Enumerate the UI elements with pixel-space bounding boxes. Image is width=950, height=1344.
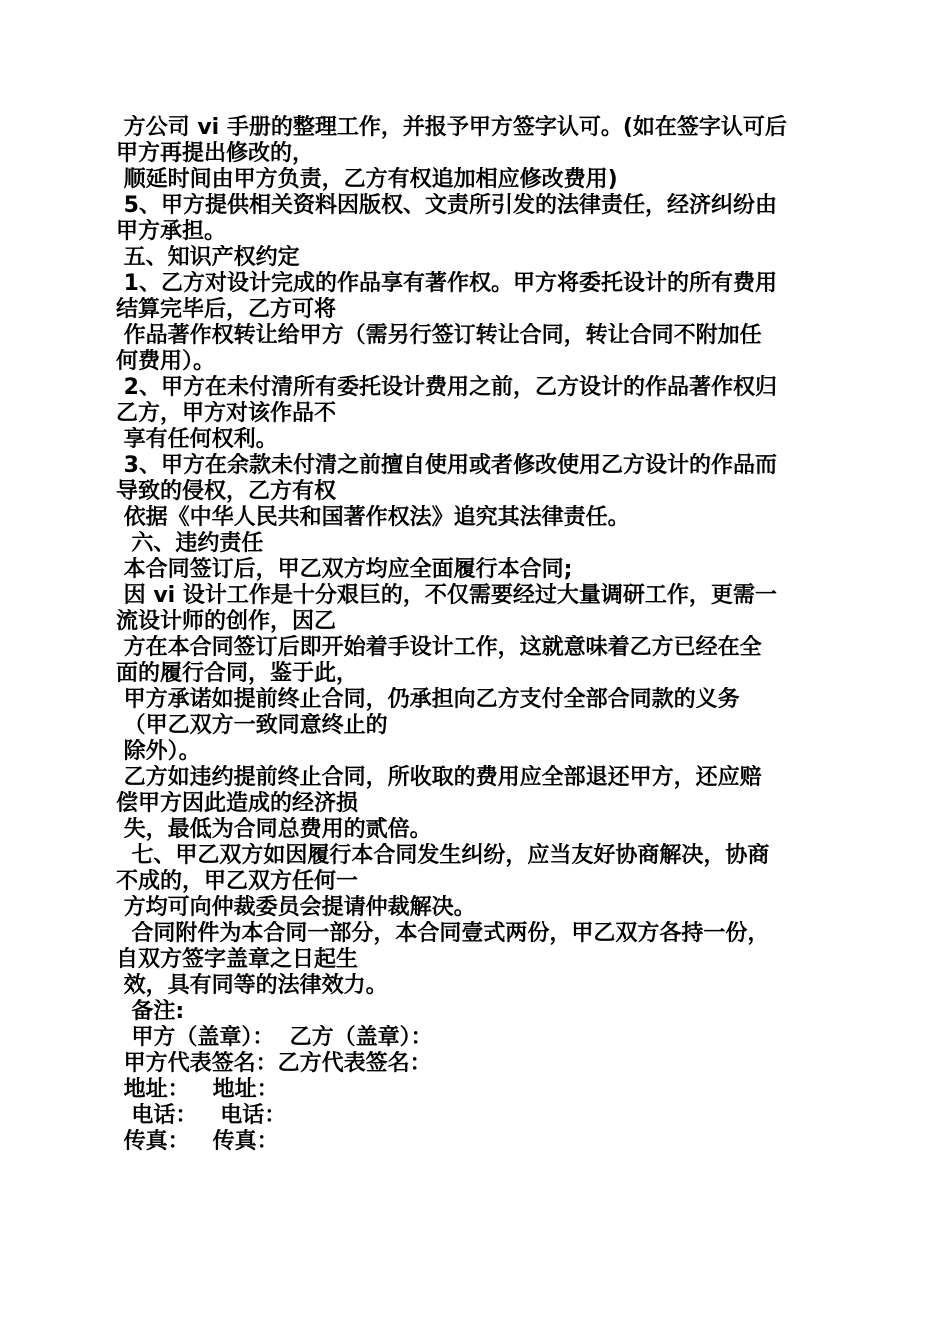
- text-line: 自双方签字盖章之日起生: [116, 947, 359, 972]
- text-line: 5、甲方提供相关资料因版权、文责所引发的法律责任，经济纠纷由: [116, 193, 777, 218]
- text-line: 方在本合同签订后即开始着手设计工作，这就意味着乙方已经在全: [116, 635, 762, 660]
- signature-seal-line: 甲方（盖章）： 乙方（盖章）：: [116, 1025, 433, 1050]
- document-body: [116, 115, 836, 1155]
- text-line: 因 vi 设计工作是十分艰巨的，不仅需要经过大量调研工作，更需一: [116, 583, 777, 608]
- text-line: 合同附件为本合同一部分，本合同壹式两份，甲乙双方各持一份，: [116, 921, 770, 946]
- text-line: 面的履行合同，鉴于此，: [116, 661, 359, 686]
- text-line: 2、甲方在未付清所有委托设计费用之前，乙方设计的作品著作权归: [116, 375, 777, 400]
- section-heading: 七、甲乙双方如因履行本合同发生纠纷，应当友好协商解决，协商: [116, 843, 770, 868]
- text-line: 甲方承担。: [116, 219, 227, 244]
- text-line: 导致的侵权，乙方有权: [116, 479, 337, 504]
- text-line: 甲方再提出修改的，: [116, 141, 315, 166]
- fax-line: 传真： 传真：: [116, 1129, 279, 1154]
- text-line: 本合同签订后，甲乙双方均应全面履行本合同;: [116, 557, 573, 582]
- text-line: 乙方如违约提前终止合同，所收取的费用应全部退还甲方，还应赔: [116, 765, 762, 790]
- text-line: 顺延时间由甲方负责，乙方有权追加相应修改费用): [116, 167, 618, 192]
- text-line: （甲乙双方一致同意终止的: [116, 713, 388, 738]
- text-line: 1、乙方对设计完成的作品享有著作权。甲方将委托设计的所有费用: [116, 271, 777, 296]
- text-line: 除外）。: [116, 739, 201, 764]
- text-line: 偿甲方因此造成的经济损: [116, 791, 359, 816]
- address-line: 地址： 地址：: [116, 1077, 279, 1102]
- text-line: 享有任何权利。: [116, 427, 278, 452]
- section-heading: 五、知识产权约定: [116, 245, 300, 270]
- text-line: 何费用）。: [116, 349, 216, 374]
- text-line: 流设计师的创作，因乙: [116, 609, 337, 634]
- phone-line: 电话： 电话：: [116, 1103, 287, 1128]
- text-line: 失，最低为合同总费用的贰倍。: [116, 817, 432, 842]
- signature-representative-line: 甲方代表签名：乙方代表签名：: [116, 1051, 432, 1076]
- section-heading: 六、违约责任: [116, 531, 264, 556]
- text-line: 依据《中华人民共和国著作权法》追究其法律责任。: [116, 505, 630, 530]
- text-line: 3、甲方在余款未付清之前擅自使用或者修改使用乙方设计的作品而: [116, 453, 777, 478]
- text-line: 结算完毕后，乙方可将: [116, 297, 337, 322]
- text-line: 方公司 vi 手册的整理工作，并报予甲方签字认可。(如在签字认可后: [116, 115, 787, 140]
- remarks-label: 备注:: [116, 999, 185, 1024]
- text-line: 不成的，甲乙双方任何一: [116, 869, 359, 894]
- text-line: 乙方，甲方对该作品不: [116, 401, 337, 426]
- text-line: 作品著作权转让给甲方（需另行签订转让合同，转让合同不附加任: [116, 323, 762, 348]
- text-line: 甲方承诺如提前终止合同，仍承担向乙方支付全部合同款的义务: [116, 687, 740, 712]
- text-line: 方均可向仲裁委员会提请仲裁解决。: [116, 895, 476, 920]
- text-line: 效，具有同等的法律效力。: [116, 973, 388, 998]
